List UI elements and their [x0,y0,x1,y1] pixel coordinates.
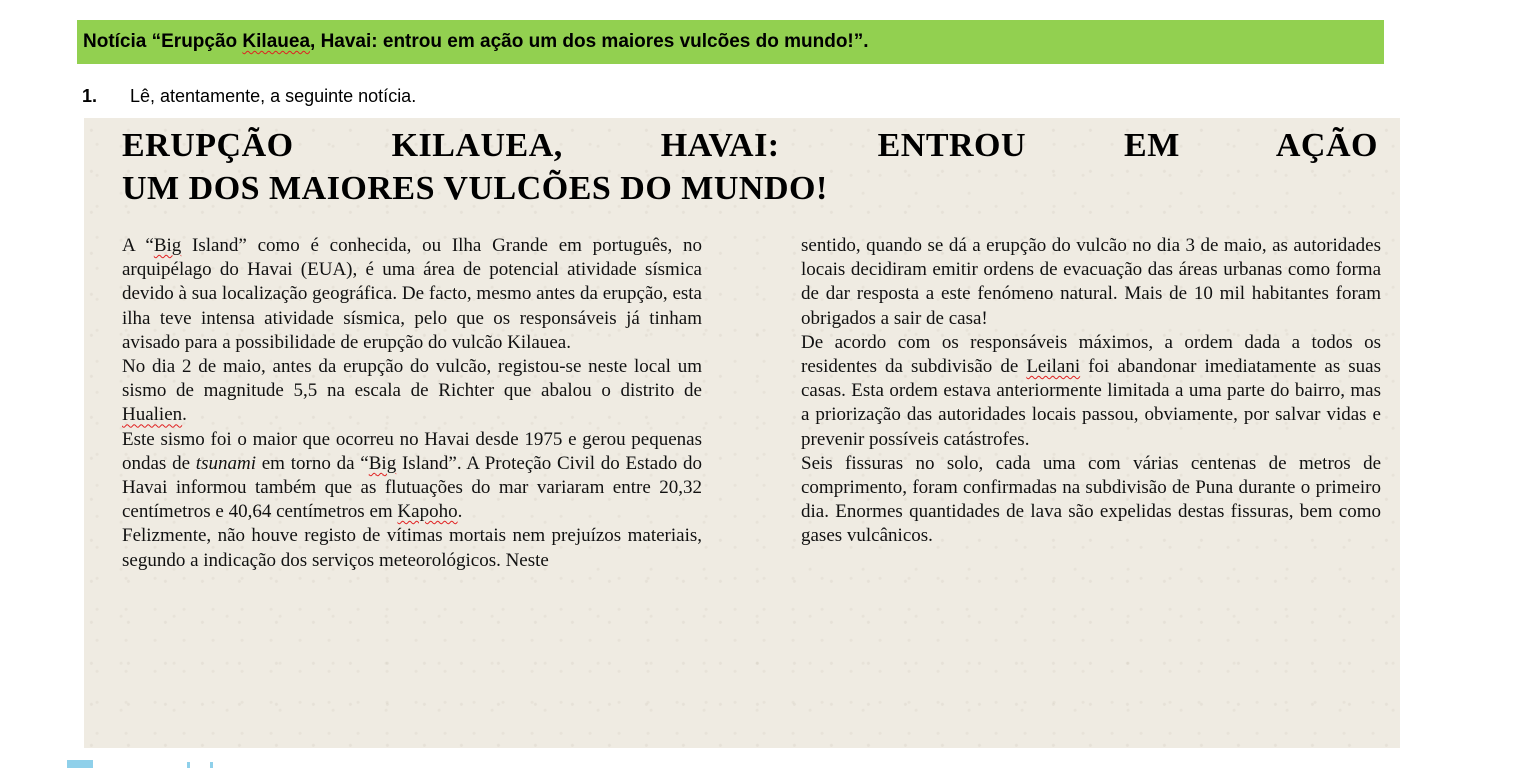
partial-graphic-fragment [187,762,190,768]
text-run: foi abandonar imediatamente as suas casas. Esta ordem estava anteriormente limitada a uma parte do bairro, mas a priorização das autoridades locais passou, obviamente, por salvar vidas e prevenir possíveis catástrofes. [801,356,1381,450]
text-run: . [457,501,463,523]
left-paragraph-4: Felizmente, não houve registo de vítimas mortais nem prejuízos materiais, segundo a indicação dos serviços meteorológicos. Neste [122,525,702,571]
text-run-tsunami: tsunami [195,452,256,474]
left-paragraph-1 [122,234,702,355]
text-run: De acordo com os responsáveis máximos, a ordem dada a todos os residentes da subdivisão de [801,331,1381,378]
headline-line-1: ERUPÇÃO KILAUEA, HAVAI: ENTROU EM AÇÃO [122,127,1378,164]
text-run: Este sismo foi o maior que ocorreu no Havai desde 1975 e gerou pequenas ondas de [122,428,702,474]
newspaper-clipping [84,118,1400,748]
question-text: Lê, atentamente, a seguinte notícia. [130,86,417,106]
banner-text-kilauea: Kilauea [242,31,311,52]
news-title-banner [77,20,1384,64]
text-run: Island” como é conhecida, ou Ilha Grande em português, no arquipélago do Havai (EUA), é uma área de potencial atividade sísmica devido à sua localização geográfica. De facto, mesmo antes da erupção, esta ilha teve intensa atividade sísmica, pelo que os responsáveis já tinham avisado para a possibilidade de erupção do vulcão Kilauea. [122,235,703,353]
question-number: 1. [82,86,98,106]
right-paragraph-1: sentido, quando se dá a erupção do vulcão no dia 3 de maio, as autoridades locais decidiram emitir ordens de evacuação das áreas urbanas como forma de dar resposta a este fenómeno natural. Mais de 10 mil habitantes foram obrigados a sair de casa! [801,235,1381,329]
text-run-big: Big [153,235,182,256]
partial-graphic-fragment [210,762,213,768]
text-run: em torno da “ [255,452,369,474]
text-run: Island”. A Proteção Civil do Estado do Havai informou também que as flutuações do mar variaram entre 20,32 centímetros e 40,64 centímetros em [122,452,703,523]
question-instruction [82,86,416,107]
text-run: A “ [122,235,154,256]
headline-line-2: UM DOS MAIORES VULCÕES DO MUNDO! [122,170,828,207]
text-run: No dia 2 de maio, antes da erupção do vulcão, registou-se neste local um sismo de magnitude 5,5 na escala de Richter que abalou o distrito de [122,356,702,402]
text-run-kapoho: Kapoho [397,501,458,523]
right-paragraph-2 [801,331,1381,452]
right-paragraph-3: Seis fissuras no solo, cada uma com várias centenas de metros de comprimento, foram confirmadas na subdivisão de Puna durante o primeiro dia. Enormes quantidades de lava são expelidas destas fissuras, bem como gases vulcânicos. [801,452,1381,547]
text-run-leilani: Leilani [1026,356,1081,378]
article-column-right [801,234,1381,549]
banner-text-pre: Notícia “Erupção [83,31,243,52]
left-paragraph-2 [122,355,702,428]
partial-graphic-fragment [67,760,93,768]
text-run-hualien: Hualien [122,404,183,426]
article-headline [122,124,1378,210]
article-column-left [122,234,702,573]
banner-text-post: , Havai: entrou em ação um dos maiores vulcões do mundo!”. [310,31,869,52]
text-run: . [182,404,187,426]
left-paragraph-3 [122,428,702,525]
text-run-big: Big [368,452,397,474]
